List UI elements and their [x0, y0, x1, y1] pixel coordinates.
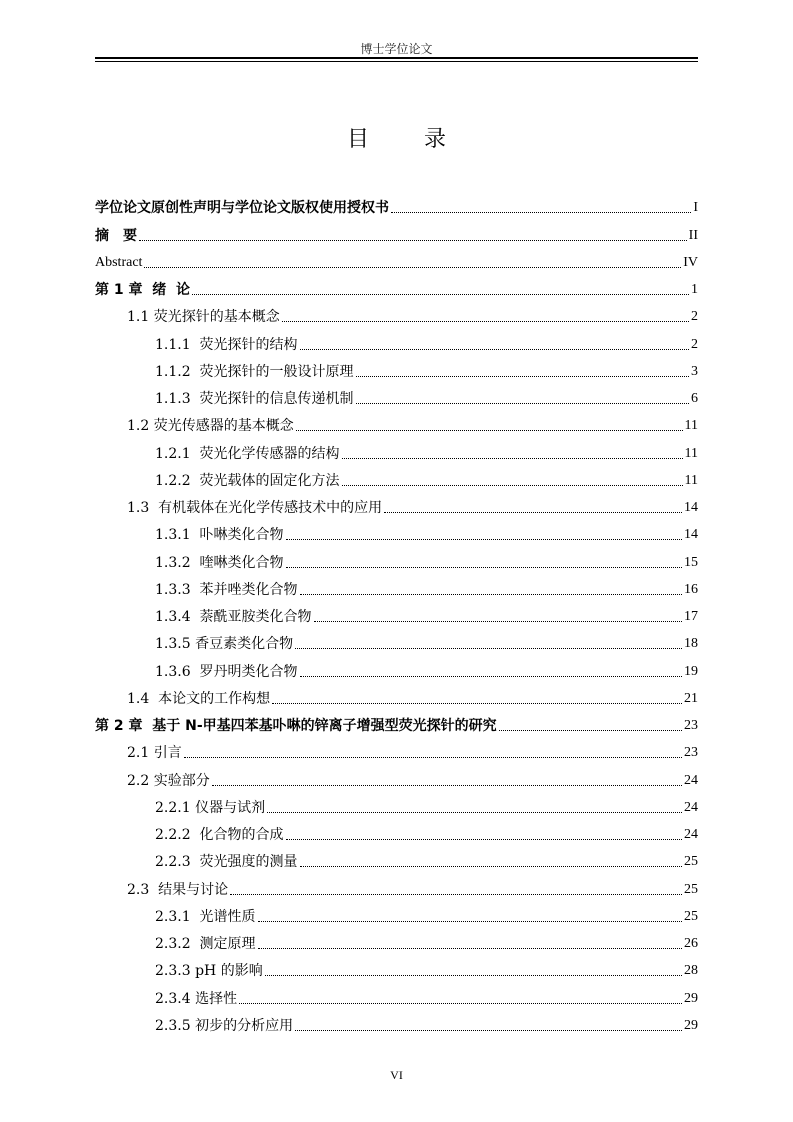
toc-entry-label: 1.3.3 苯并唑类化合物	[155, 581, 298, 598]
toc-entry[interactable]	[95, 957, 698, 984]
toc-entry[interactable]	[95, 903, 698, 930]
dot-leader	[286, 539, 682, 540]
toc-entry[interactable]	[95, 221, 698, 248]
toc-entry-label: 2.3.3 pH 的影响	[155, 963, 263, 980]
dot-leader	[144, 267, 681, 268]
dot-leader	[296, 430, 683, 431]
toc-entry-page: 19	[684, 663, 698, 679]
toc-entry[interactable]	[95, 303, 698, 330]
toc-entry-label: 1.1.3 荧光探针的信息传递机制	[155, 391, 354, 407]
toc-entry-label: 1.3.1 卟啉类化合物	[155, 527, 284, 544]
toc-entry[interactable]	[95, 630, 698, 657]
toc-entry-page: 25	[684, 854, 698, 870]
toc-entry[interactable]	[95, 330, 698, 357]
table-of-contents	[95, 194, 698, 1039]
toc-entry-page: IV	[683, 254, 698, 270]
toc-entry[interactable]	[95, 494, 698, 521]
toc-entry-page: 29	[684, 1017, 698, 1033]
toc-entry-page: 23	[684, 718, 698, 733]
toc-entry[interactable]	[95, 657, 698, 684]
toc-entry-page: 17	[684, 609, 698, 624]
running-header: 博士学位论文	[360, 42, 433, 56]
dot-leader	[384, 512, 682, 513]
toc-entry-label: 1.3.5 香豆素类化合物	[155, 636, 294, 653]
dot-leader	[286, 839, 682, 840]
toc-entry[interactable]	[95, 412, 698, 439]
toc-entry-page: 21	[684, 690, 698, 706]
toc-entry[interactable]	[95, 794, 698, 821]
toc-entry-label: 1.3.4 萘酰亚胺类化合物	[155, 609, 312, 625]
toc-entry-page: 11	[684, 472, 698, 488]
toc-entry-page: 29	[684, 990, 698, 1006]
dot-leader	[314, 621, 682, 622]
toc-entry[interactable]	[95, 603, 698, 630]
page-title: 目 录	[347, 127, 470, 152]
toc-entry-page: 6	[691, 391, 698, 406]
toc-entry-label: 学位论文原创性声明与学位论文版权使用授权书	[95, 200, 389, 217]
dot-leader	[342, 485, 683, 486]
toc-entry-page: 24	[684, 772, 698, 788]
toc-entry-label: 2.1 引言	[127, 745, 182, 762]
toc-entry-page: 3	[691, 363, 698, 379]
dot-leader	[265, 975, 682, 976]
toc-entry[interactable]	[95, 439, 698, 466]
toc-entry-page: 23	[684, 745, 698, 761]
dot-leader	[295, 1030, 682, 1031]
dot-leader	[272, 703, 682, 704]
toc-entry-page: II	[688, 227, 698, 243]
toc-entry-label: 2.2.2 化合物的合成	[155, 827, 284, 843]
toc-entry[interactable]	[95, 548, 698, 575]
dot-leader	[499, 730, 682, 731]
toc-entry-page: 14	[684, 500, 698, 515]
toc-entry-label: Abstract	[95, 254, 143, 270]
toc-entry-label: 1.3.2 喹啉类化合物	[155, 554, 284, 571]
toc-entry-page: 25	[684, 908, 698, 924]
toc-entry-page: 16	[684, 581, 698, 597]
toc-entry-label: 1.3 有机载体在光化学传感技术中的应用	[127, 500, 383, 516]
dot-leader	[295, 648, 682, 649]
toc-entry[interactable]	[95, 576, 698, 603]
toc-entry-label: 第 1 章 绪 论	[95, 282, 190, 298]
toc-entry-page: 28	[684, 963, 698, 979]
toc-entry-page: I	[693, 200, 698, 216]
toc-entry-page: 24	[684, 827, 698, 842]
dot-leader	[356, 376, 689, 377]
toc-entry-label: 1.1.1 荧光探针的结构	[155, 336, 298, 353]
toc-entry[interactable]	[95, 848, 698, 875]
toc-entry-label: 1.4 本论文的工作构想	[127, 690, 271, 707]
toc-entry[interactable]	[95, 358, 698, 385]
dot-leader	[139, 240, 687, 241]
toc-entry[interactable]	[95, 739, 698, 766]
header-rule	[95, 57, 698, 59]
toc-entry-page: 1	[691, 282, 698, 297]
dot-leader	[282, 321, 689, 322]
toc-entry-label: 1.2 荧光传感器的基本概念	[127, 418, 294, 435]
toc-entry-label: 摘 要	[95, 227, 137, 244]
toc-entry-page: 25	[684, 881, 698, 897]
dot-leader	[239, 1003, 682, 1004]
toc-entry[interactable]	[95, 385, 698, 412]
dot-leader	[300, 349, 689, 350]
toc-entry[interactable]	[95, 685, 698, 712]
dot-leader	[184, 757, 682, 758]
toc-entry[interactable]	[95, 930, 698, 957]
toc-entry-page: 11	[684, 418, 698, 434]
dot-leader	[356, 403, 689, 404]
toc-entry-label: 2.3.1 光谱性质	[155, 908, 256, 925]
toc-entry[interactable]	[95, 194, 698, 221]
toc-entry-label: 1.1.2 荧光探针的一般设计原理	[155, 363, 354, 380]
toc-entry-label: 1.3.6 罗丹明类化合物	[155, 663, 298, 680]
dot-leader	[391, 212, 691, 213]
dot-leader	[286, 567, 682, 568]
toc-entry[interactable]	[95, 984, 698, 1011]
toc-entry-label: 2.3.2 测定原理	[155, 936, 256, 952]
dot-leader	[300, 866, 682, 867]
dot-leader	[258, 948, 682, 949]
toc-entry-page: 14	[684, 527, 698, 543]
toc-entry[interactable]	[95, 467, 698, 494]
toc-entry[interactable]	[95, 766, 698, 793]
toc-entry-label: 2.3 结果与讨论	[127, 881, 229, 898]
toc-entry[interactable]	[95, 1012, 698, 1039]
toc-entry-page: 15	[684, 554, 698, 570]
toc-entry-page: 2	[691, 336, 698, 352]
header-rule-thin	[95, 61, 698, 62]
dot-leader	[258, 921, 682, 922]
toc-entry[interactable]	[95, 875, 698, 902]
dot-leader	[212, 785, 682, 786]
page-number: VI	[390, 1068, 403, 1082]
toc-entry-label: 1.2.2 荧光载体的固定化方法	[155, 472, 340, 489]
toc-entry-page: 24	[684, 799, 698, 815]
toc-entry[interactable]	[95, 712, 698, 739]
toc-entry-label: 2.3.4 选择性	[155, 990, 238, 1007]
toc-entry[interactable]	[95, 249, 698, 276]
toc-entry[interactable]	[95, 276, 698, 303]
toc-entry-label: 1.2.1 荧光化学传感器的结构	[155, 445, 340, 462]
toc-entry-page: 26	[684, 936, 698, 951]
dot-leader	[342, 458, 683, 459]
toc-entry[interactable]	[95, 521, 698, 548]
toc-entry-label: 2.2.3 荧光强度的测量	[155, 854, 298, 871]
dot-leader	[192, 294, 689, 295]
toc-entry-page: 11	[684, 445, 698, 461]
toc-entry-label: 第 2 章 基于 N-甲基四苯基卟啉的锌离子增强型荧光探针的研究	[95, 718, 497, 734]
toc-entry-page: 18	[684, 636, 698, 652]
toc-entry[interactable]	[95, 821, 698, 848]
toc-entry-page: 2	[691, 309, 698, 325]
dot-leader	[230, 894, 682, 895]
toc-entry-label: 2.2 实验部分	[127, 772, 210, 789]
toc-entry-label: 2.2.1 仪器与试剂	[155, 799, 266, 816]
dot-leader	[300, 594, 682, 595]
toc-entry-label: 2.3.5 初步的分析应用	[155, 1017, 294, 1034]
toc-entry-label: 1.1 荧光探针的基本概念	[127, 309, 280, 326]
dot-leader	[300, 676, 682, 677]
dot-leader	[267, 812, 682, 813]
